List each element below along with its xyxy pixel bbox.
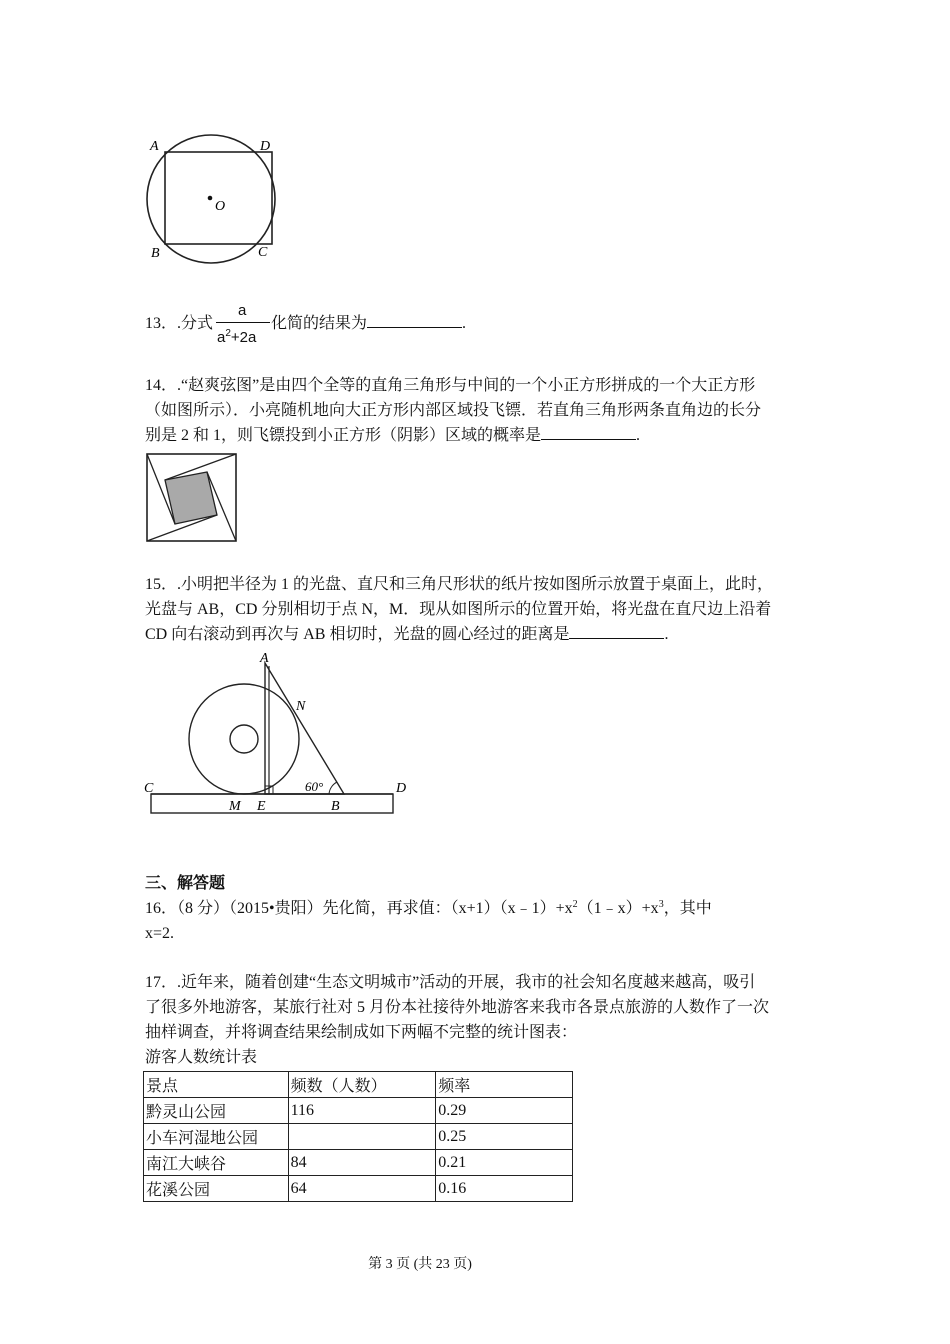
table-row: [144, 1176, 573, 1202]
q13-suffix: [271, 312, 466, 336]
q14-answer-blank: [541, 424, 636, 440]
zhao-shuang-svg: [145, 452, 239, 544]
tourist-stats-table: [143, 1071, 573, 1202]
q14-line3: [145, 424, 640, 448]
disc-hole: [230, 725, 258, 753]
label-a: A: [150, 139, 159, 154]
table-title: 游客人数统计表: [145, 1049, 258, 1066]
table-cell: [288, 1124, 436, 1150]
q16-text-2: （1﹣x）+x: [577, 900, 659, 917]
q13-answer-blank: [367, 312, 462, 328]
table-cell: 116: [288, 1098, 436, 1124]
disc-outer: [189, 684, 299, 794]
table-header-row: [144, 1072, 573, 1098]
q13-den-rest: +2a: [230, 329, 257, 346]
table-cell: 64: [288, 1176, 436, 1202]
q13-suffix-text: 化简的结果为: [271, 315, 368, 332]
label-o: O: [215, 199, 226, 214]
q13-numerator: a: [238, 302, 247, 319]
q16-sup-2: 3: [658, 899, 664, 910]
q15-end: .: [664, 626, 669, 643]
q16-text-1: 16．（8 分）（2015•贵阳）先化简，再求值：（x+1）（x﹣1）+x: [145, 900, 573, 917]
set-square: [265, 663, 344, 794]
q14-line2: （如图所示）．小亮随机地向大正方形内部区域投飞镖．若直角三角形两条直角边的长分: [145, 402, 762, 419]
q13-den-a: a: [217, 329, 226, 346]
circle-square-figure: [138, 130, 288, 270]
q13-den-sup: 2: [225, 328, 231, 339]
q16-sup-1: 2: [572, 899, 578, 910]
table-row: [144, 1124, 573, 1150]
inscribed-square: [165, 152, 272, 244]
label-b: B: [331, 799, 340, 814]
q14-end: .: [636, 427, 641, 444]
q13-fraction-bar: [216, 322, 270, 323]
table-cell: 0.25: [436, 1124, 573, 1150]
q16-text-3: ，其中: [663, 900, 712, 917]
label-m: M: [229, 799, 241, 814]
zhao-shuang-figure: [145, 452, 239, 544]
table-cell: 0.16: [436, 1176, 573, 1202]
circle-square-svg: [138, 130, 288, 270]
table-cell: 0.21: [436, 1150, 573, 1176]
table-cell: 黔灵山公园: [144, 1098, 289, 1124]
label-d: D: [260, 139, 271, 154]
q14-line3-text: 别是 2 和 1，则飞镖投到小正方形（阴影）区域的概率是: [145, 427, 542, 444]
table-row: [144, 1098, 573, 1124]
q16-line1: [145, 897, 712, 921]
small-square-shaded: [165, 472, 217, 524]
q13-end: .: [462, 315, 467, 332]
header-cell: 频率: [436, 1072, 573, 1098]
ruler: [151, 794, 393, 813]
q13-prefix: 13．.分式: [145, 315, 214, 332]
q14-line1: 14．.“赵爽弦图”是由四个全等的直角三角形与中间的一个小正方形拼成的一个大正方形: [145, 377, 756, 394]
table-row: [144, 1150, 573, 1176]
table-cell: 南江大峡谷: [144, 1150, 289, 1176]
header-cell: 频数（人数）: [288, 1072, 436, 1098]
label-n: N: [296, 699, 306, 714]
table-cell: 0.29: [436, 1098, 573, 1124]
q17-line2: 了很多外地游客，某旅行社对 5 月份本社接待外地游客来我市各景点旅游的人数作了一次: [145, 999, 770, 1016]
q15-line1: 15．.小明把半径为 1 的光盘、直尺和三角尺形状的纸片按如图所示放置于桌面上，此时，: [145, 576, 774, 593]
q17-line1: 17．.近年来，随着创建“生态文明城市”活动的开展，我市的社会知名度越来越高，吸引: [145, 974, 756, 991]
label-c: C: [258, 245, 268, 260]
label-a: A: [260, 651, 269, 666]
q15-answer-blank: [569, 623, 664, 639]
disc-ruler-svg: [138, 650, 418, 820]
table-cell: 花溪公园: [144, 1176, 289, 1202]
label-c: C: [144, 781, 154, 796]
table-cell: 84: [288, 1150, 436, 1176]
label-b: B: [151, 246, 160, 261]
header-cell: 景点: [144, 1072, 289, 1098]
section-title: 三、解答题: [145, 875, 226, 892]
label-angle: 60°: [305, 779, 324, 794]
angle-arc: [329, 782, 337, 794]
q15-line3: [145, 623, 668, 647]
q16-line2: x=2.: [145, 925, 175, 942]
q15-line2: 光盘与 AB，CD 分别相切于点 N，M．现从如图所示的位置开始，将光盘在直尺边上沿着: [145, 601, 772, 618]
disc-ruler-figure: [138, 650, 418, 820]
page-footer: 第 3 页 (共 23 页): [368, 1257, 472, 1272]
q15-line3-text: CD 向右滚动到再次与 AB 相切时，光盘的圆心经过的距离是: [145, 626, 570, 643]
table-cell: 小车河湿地公园: [144, 1124, 289, 1150]
label-d: D: [396, 781, 407, 796]
q13-denominator: [217, 329, 256, 346]
q17-line3: 抽样调查，并将调查结果绘制成如下两幅不完整的统计图表：: [145, 1024, 578, 1041]
center-point: [208, 196, 213, 201]
label-e: E: [257, 799, 266, 814]
